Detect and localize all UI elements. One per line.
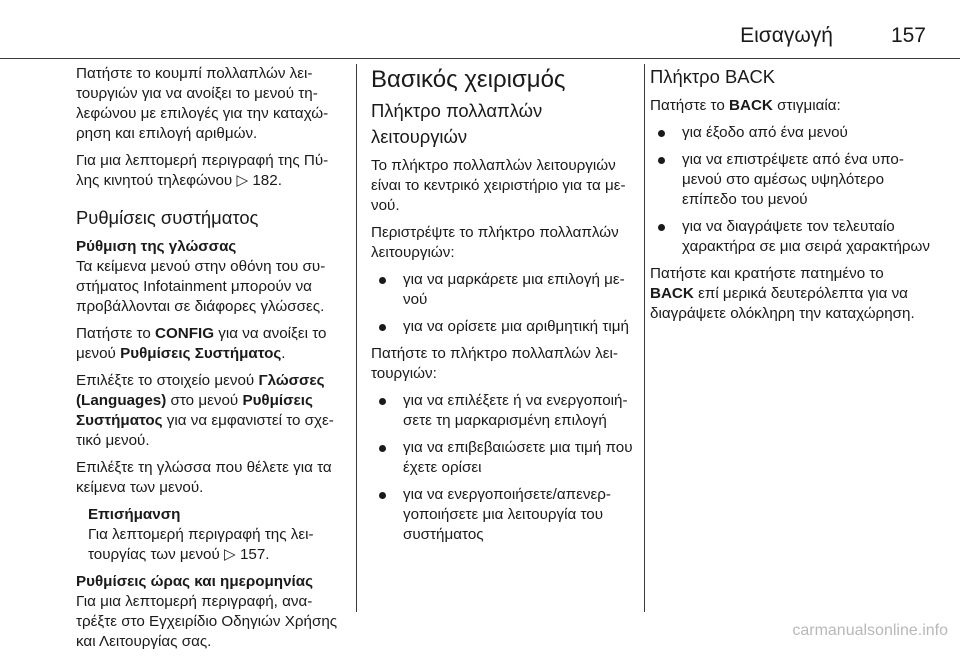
- note-box: [88, 505, 344, 565]
- subsection-heading: Ρυθμίσεις ώρας και ημερομηνίας: [76, 573, 313, 590]
- paragraph: Το πλήκτρο πολλαπλών λειτουργιών είναι το κεντρικό χειριστήριο για τα μενού.: [371, 157, 626, 214]
- bullet-dot-icon: [658, 130, 665, 137]
- bullet-list: [371, 270, 633, 337]
- subsection-heading: Πλήκτρο πολλαπλών λειτουργιών: [371, 100, 543, 147]
- paragraph: Πατήστε το CONFIG για να ανοίξει το μενού Ρυθμίσεις Συστήματος.: [76, 325, 327, 362]
- page-reference: 157.: [239, 546, 270, 563]
- chapter-title: Εισαγωγή: [740, 24, 833, 47]
- list-item: για να επιστρέψετε από ένα υπομενού στο αμέσως υψηλότερο επίπεδο του μενού: [650, 150, 930, 210]
- menu-name: Ρυθμίσεις Συστήματος: [76, 392, 313, 429]
- header-divider: [0, 58, 960, 59]
- list-item: για να επιλέξετε ή να ενεργοποιήσετε τη μαρκαρισμένη επιλογή: [371, 391, 633, 431]
- paragraph: Περιστρέψτε το πλήκτρο πολλαπλών λειτουργιών:: [371, 224, 619, 261]
- paragraph: Για μια λεπτομερή περιγραφή, ανατρέξτε στο Εγχειρίδιο Οδηγιών Χρήσης και Λειτουργίας σας.: [76, 593, 338, 650]
- list-item: για να επιβεβαιώσετε μια τιμή που έχετε ορίσει: [371, 438, 633, 478]
- list-item: για να μαρκάρετε μια επιλογή μενού: [371, 270, 633, 310]
- page-reference: 182.: [252, 172, 282, 189]
- section-heading: Ρυθμίσεις συστήματος: [76, 207, 259, 228]
- note-title: Επισήμανση: [88, 506, 181, 523]
- paragraph: Πατήστε το BACK στιγμιαία:: [650, 97, 841, 114]
- paragraph: Πατήστε το πλήκτρο πολλαπλών λειτουργιών:: [371, 345, 618, 382]
- note-text: Για λεπτομερή περιγραφή της λειτουργίας των μενού ▷ 157.: [88, 526, 314, 563]
- column-1: [76, 64, 344, 659]
- column-3: [650, 64, 930, 331]
- list-item: για να ορίσετε μια αριθμητική τιμή: [371, 317, 633, 337]
- paragraph: Για μια λεπτομερή περιγραφή της Πύλης κινητού τηλεφώνου ▷ 182.: [76, 152, 329, 189]
- bullet-list: [650, 123, 930, 257]
- bullet-list: [371, 391, 633, 545]
- list-item: για έξοδο από ένα μενού: [650, 123, 930, 143]
- column-divider-2: [644, 64, 645, 612]
- menu-item: Γλώσσες (Languages): [76, 372, 325, 409]
- bullet-dot-icon: [379, 324, 386, 331]
- list-item: για να ενεργοποιήσετε/απενεργοποιήσετε μια λειτουργία του συστήματος: [371, 485, 633, 545]
- bullet-dot-icon: [658, 224, 665, 231]
- paragraph: Τα κείμενα μενού στην οθόνη του συστήματος Infotainment μπορούν να προβάλλονται σε διάφορες γλώσσες.: [76, 258, 326, 315]
- config-key: CONFIG: [155, 325, 215, 342]
- section-heading: Πλήκτρο BACK: [650, 66, 776, 87]
- menu-name: Ρυθμίσεις Συστήματος: [120, 345, 282, 362]
- bullet-dot-icon: [379, 445, 386, 452]
- column-divider-1: [356, 64, 357, 612]
- bullet-dot-icon: [379, 492, 386, 499]
- paragraph: Επιλέξτε τη γλώσσα που θέλετε για τα κείμενα των μενού.: [76, 459, 332, 496]
- column-2: [371, 64, 633, 552]
- paragraph: Επιλέξτε το στοιχείο μενού Γλώσσες (Languages) στο μενού Ρυθμίσεις Συστήματος για να εμφανιστεί το σχετικό μενού.: [76, 372, 334, 449]
- paragraph: Πατήστε και κρατήστε πατημένο το BACK επί μερικά δευτερόλεπτα για να διαγράψετε ολόκληρη την καταχώρηση.: [650, 265, 915, 322]
- back-key: BACK: [650, 285, 694, 302]
- section-heading: Βασικός χειρισμός: [371, 66, 566, 93]
- page-header: [740, 24, 926, 48]
- watermark: carmanualsonline.info: [792, 622, 948, 639]
- list-item: για να διαγράψετε τον τελευταίο χαρακτήρα σε μια σειρά χαρακτήρων: [650, 217, 930, 257]
- reference-arrow-icon: ▷: [224, 546, 236, 563]
- bullet-dot-icon: [379, 398, 386, 405]
- subsection-heading: Ρύθμιση της γλώσσας: [76, 238, 237, 255]
- bullet-dot-icon: [658, 157, 665, 164]
- reference-arrow-icon: ▷: [236, 172, 249, 189]
- back-key: BACK: [729, 97, 773, 114]
- page-number: 157: [890, 24, 926, 47]
- paragraph: Πατήστε το κουμπί πολλαπλών λειτουργιών για να ανοίξει το μενού τηλεφώνου με επιλογές για την καταχώρηση και επιλογή αριθμών.: [76, 65, 329, 142]
- bullet-dot-icon: [379, 277, 386, 284]
